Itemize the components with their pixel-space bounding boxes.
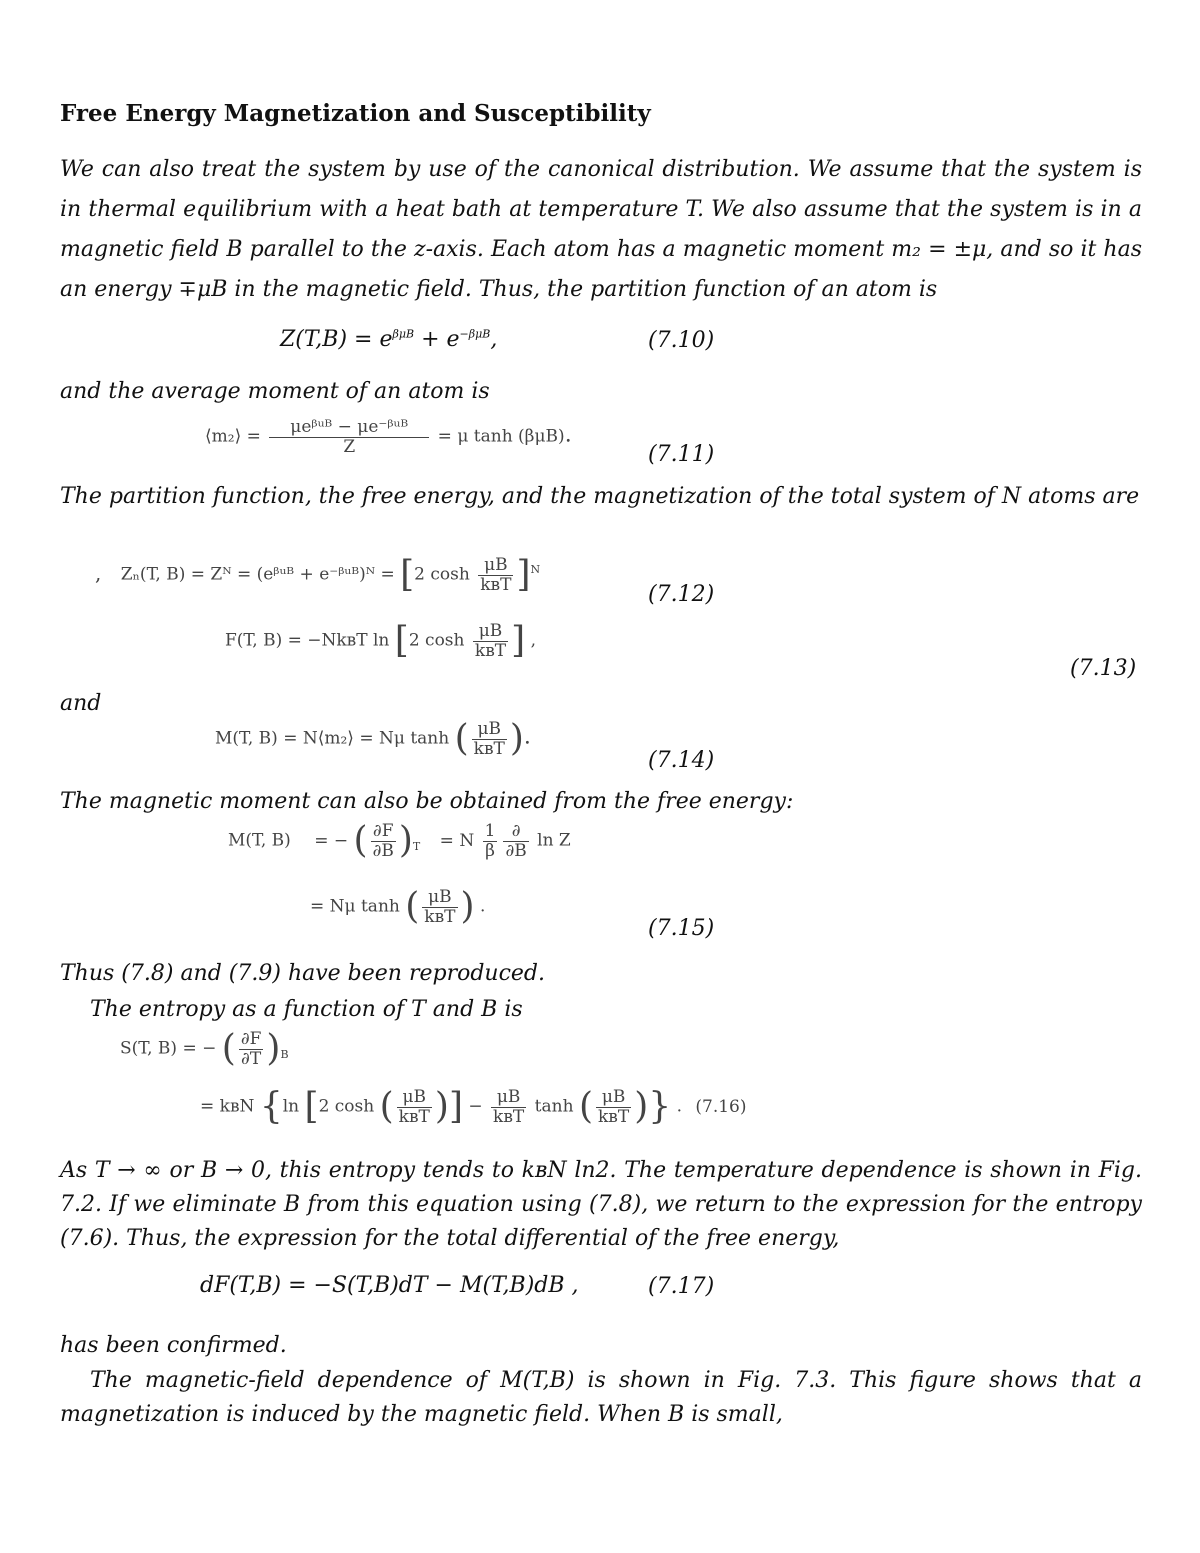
equation-number-7-15: (7.15): [648, 916, 715, 941]
equation-7-14: M(T, B) = N⟨m₂⟩ = Nμ tanh ( $\frac{\mu B}{\text{kʙT}}$ ).: [215, 718, 531, 760]
entropy-intro-line: The entropy as a function of T and B is: [90, 997, 523, 1022]
equation-number-7-14: (7.14): [648, 748, 715, 773]
and-line: and: [60, 691, 102, 716]
equation-number-7-17: (7.17): [648, 1274, 715, 1299]
section-heading: Free Energy Magnetization and Susceptibility: [60, 100, 651, 127]
magnetic-moment-line: The magnetic moment can also be obtained from the free energy:: [60, 789, 794, 814]
equation-7-16-line2: = kʙN {ln [2 cosh ( $\frac{\mu B}{\text{kʙT}}$ )] − $\frac{\mu B}{\text{kʙT}}$ tanh ( $\frac{\mu B}{\text{kʙT}}$ )} . (7.16): [200, 1086, 747, 1128]
equation-number-7-12: (7.12): [648, 582, 715, 607]
equation-number-7-13: (7.13): [1070, 656, 1137, 681]
reproduced-line: Thus (7.8) and (7.9) have been reproduced.: [60, 961, 546, 986]
equation-7-10: $Z(T,B) = e^{\beta\mu B} + e^{-\beta\mu B}$,: [280, 327, 498, 352]
equation-7-11: ⟨m₂⟩ = $\frac{\text{μeᵝᵘᴮ − μe⁻ᵝᵘᴮ}}{Z}$ = μ tanh (βμB).: [205, 417, 572, 457]
average-moment-line: and the average moment of an atom is: [60, 379, 490, 404]
intro-paragraph: We can also treat the system by use of the canonical distribution. We assume that the system is in thermal equilibrium with a heat bath at temperature T. We also assume that the system is in a magnetic field B parallel to the z-axis. Each atom has a magnetic moment m₂ = ±μ, and so it has an energy ∓μB in the magnetic field. Thus, the partition function of an atom is: [60, 157, 1142, 302]
equation-7-15-line1: M(T, B) = − ( $\frac{\partial F}{\partial B}$ )$_T = N$ $\frac{1}{\beta}$ $\frac{\partial}{\partial B}$ ln Z: [228, 820, 571, 862]
equation-7-17: dF(T,B) = −S(T,B)dT − M(T,B)dB ,: [200, 1273, 579, 1298]
equation-number-7-11: (7.11): [648, 442, 715, 467]
confirmed-line: has been confirmed.: [60, 1333, 287, 1358]
equation-7-13: F(T, B) = −NkʙT ln [2 cosh $\frac{\mu B}{\text{kʙT}}$ ] ,: [225, 620, 536, 662]
partition-paragraph: The partition function, the free energy, and the magnetization of the total system of N atoms are: [60, 484, 1140, 509]
equation-number-7-10: (7.10): [648, 328, 715, 353]
entropy-limit-paragraph: As T → ∞ or B → 0, this entropy tends to kʙN ln2. The temperature dependence is shown in Fig. 7.2. If we eliminate B from this equation using (7.8), we return to the expression for the entropy (7.6). Thus, the expression for the total differential of the free energy,: [60, 1158, 1142, 1251]
equation-7-15-line2: = Nμ tanh ( $\frac{\mu B}{\text{kʙT}}$ ) .: [310, 886, 486, 928]
field-dependence-paragraph: The magnetic-field dependence of M(T,B) is shown in Fig. 7.3. This figure shows that a magnetization is induced by the magnetic field. When B is small,: [60, 1368, 1142, 1427]
equation-7-12: , Zₙ(T, B) = Zᴺ = (eᵝᵘᴮ + e⁻ᵝᵘᴮ)ᴺ = [2 cosh $\frac{\mu B}{\text{kʙT}}$ ]$^N$: [95, 554, 541, 596]
equation-7-16-line1: S(T, B) = − ( $\frac{\partial F}{\partial T}$ )$_B$: [120, 1028, 289, 1070]
equation-number-7-16: (7.16): [695, 1096, 747, 1117]
